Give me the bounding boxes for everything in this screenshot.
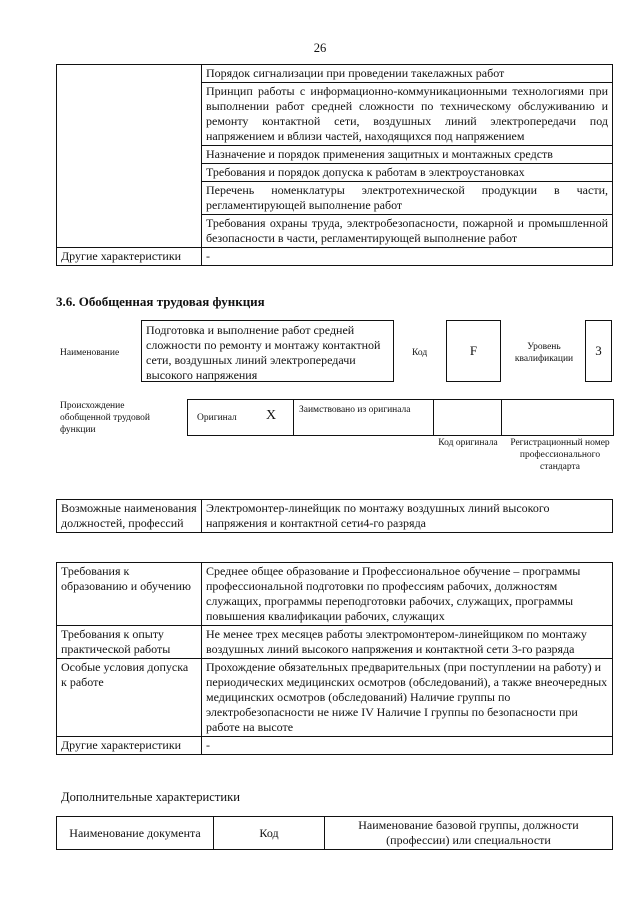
table-row bbox=[57, 737, 613, 755]
requirements-table bbox=[56, 562, 613, 755]
registration-caption: Регистрационный номер профессионального стандарта bbox=[510, 438, 610, 472]
table-cell: Порядок сигнализации при проведении такелажных работ bbox=[202, 65, 613, 83]
level-value: 3 bbox=[585, 320, 612, 382]
table-header-cell: Код bbox=[214, 817, 325, 850]
knowledge-table bbox=[56, 64, 613, 266]
origin-label: Происхождение обобщенной трудовой функции bbox=[60, 401, 150, 435]
name-label: Наименование bbox=[60, 348, 120, 358]
table-row bbox=[57, 659, 613, 737]
table-cell: - bbox=[202, 737, 613, 755]
origin-divider bbox=[501, 399, 502, 436]
table-header-cell: Наименование документа bbox=[57, 817, 214, 850]
table-row bbox=[57, 500, 613, 533]
table-cell: Принцип работы с информационно-коммуникационными технологиями при выполнении работ средней сложности по техническому обслуживанию и ремонту контактной сети, воздушных линий электропередачи под напряжением и вблизи частей, находящихся под напряжением bbox=[202, 83, 613, 146]
table-cell: Электромонтер-линейщик по монтажу воздушных линий высокого напряжения и контактной сети4-го разряда bbox=[202, 500, 613, 533]
table-cell: Другие характеристики bbox=[57, 248, 202, 266]
original-label: Оригинал bbox=[197, 413, 237, 423]
additional-table bbox=[56, 816, 613, 850]
table-cell: Требования охраны труда, электробезопасности, пожарной и промышленной безопасности в части, регламентирующей выполнение работ bbox=[202, 215, 613, 248]
page-number: 26 bbox=[313, 41, 327, 55]
table-header-cell: Наименование базовой группы, должности (профессии) или специальности bbox=[325, 817, 613, 850]
table-row bbox=[57, 626, 613, 659]
table-row bbox=[57, 65, 613, 83]
table-cell: Особые условия допуска к работе bbox=[57, 659, 202, 737]
table-row bbox=[57, 817, 613, 850]
positions-table bbox=[56, 499, 613, 533]
table-cell: - bbox=[202, 248, 613, 266]
table-cell: Возможные наименования должностей, профессий bbox=[57, 500, 202, 533]
table-cell: Среднее общее образование и Профессиональное обучение – программы профессиональной подготовки по профессиям рабочих, должностям служащих, программы переподготовки рабочих, служащих, программы повышения квалификации рабочих, служащих bbox=[202, 563, 613, 626]
table-row bbox=[57, 248, 613, 266]
code-label: Код bbox=[412, 348, 428, 358]
table-cell: Перечень номенклатуры электротехнической продукции в части, регламентирующей выполнение работ bbox=[202, 182, 613, 215]
table-cell: Назначение и порядок применения защитных и монтажных средств bbox=[202, 146, 613, 164]
original-code-caption: Код оригинала bbox=[438, 438, 498, 448]
origin-divider bbox=[433, 399, 434, 436]
borrowed-label: Заимствовано из оригинала bbox=[299, 405, 411, 415]
level-label: Уровень квалификации bbox=[514, 342, 574, 364]
code-value: F bbox=[446, 320, 501, 382]
additional-heading: Дополнительные характеристики bbox=[61, 790, 240, 804]
table-cell: Не менее трех месяцев работы электромонтером-линейщиком по монтажу воздушных линий высокого напряжения и контактной сети 3-го разряда bbox=[202, 626, 613, 659]
table-cell: Требования к образованию и обучению bbox=[57, 563, 202, 626]
origin-divider bbox=[293, 399, 294, 436]
table-cell: Прохождение обязательных предварительных (при поступлении на работу) и периодических медицинских осмотров (обследований), а также внеочередных медицинских осмотров (обследований) Наличие группы по электробезопасности не ниже IV Наличие I группы по безопасности при работе на высоте bbox=[202, 659, 613, 737]
table-cell: Требования и порядок допуска к работам в электроустановках bbox=[202, 164, 613, 182]
name-value: Подготовка и выполнение работ средней сложности по ремонту и монтажу контактной сети, воздушных линий электропередачи высокого напряжения bbox=[141, 320, 394, 382]
original-mark: X bbox=[266, 408, 277, 423]
table-row bbox=[57, 563, 613, 626]
table-cell: Другие характеристики bbox=[57, 737, 202, 755]
section-heading: 3.6. Обобщенная трудовая функция bbox=[56, 294, 265, 309]
table-cell: Требования к опыту практической работы bbox=[57, 626, 202, 659]
